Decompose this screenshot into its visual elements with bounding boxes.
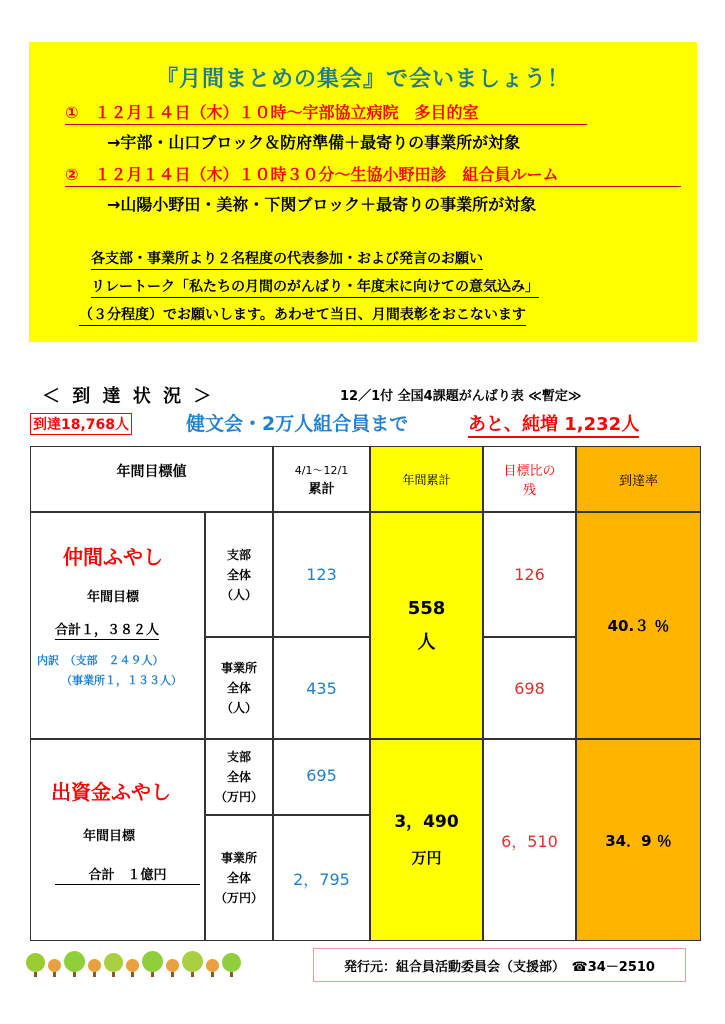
meeting-notice-box — [29, 42, 697, 342]
members-target-label: 年間目標 — [87, 590, 140, 605]
notice-title: 『月間まとめの集会』で会いましょう！ — [155, 67, 570, 92]
tree-icon — [64, 951, 85, 977]
members-target-total: 合計１，３８２人 — [55, 619, 159, 640]
capital-branch-value: 695 — [306, 766, 337, 785]
header-annual-total — [370, 446, 483, 512]
event-2-line: ② １２月１４日（木）１０時３０分～生協小野田診 組合員ルーム — [65, 162, 681, 187]
status-date-label: 12／1付 全国4課題がんばり表 ≪暫定≫ — [340, 389, 582, 404]
capital-target-total: 合計 １億円 — [55, 864, 200, 885]
members-annual-total-unit: 人 — [417, 631, 436, 653]
members-branch-label-cell — [205, 512, 273, 637]
capital-branch-label-cell — [205, 739, 273, 815]
publisher-box — [313, 948, 686, 982]
event-1-target: →宇部・山口ブロック＆防府準備＋最寄りの事業所が対象 — [107, 133, 521, 152]
members-branch-value: 123 — [306, 565, 337, 584]
note-line-2: リレートーク「私たちの月間のがんばり・年度末に向けての意気込み」 — [91, 276, 539, 298]
members-branch-remain: 126 — [514, 565, 545, 584]
capital-branch-line3: （万円） — [214, 790, 263, 804]
header-annual-target-label: 年間目標値 — [116, 464, 187, 480]
members-breakdown-office: （事業所１，１３３人） — [61, 674, 182, 687]
members-office-label-cell — [205, 637, 273, 739]
capital-office-line3: （万円） — [214, 891, 263, 905]
capital-remain-cell — [483, 739, 576, 941]
remaining-count: あと、純増 1,232人 — [468, 410, 639, 438]
members-title: 仲間ふやし — [63, 545, 163, 569]
members-office-value-cell — [273, 637, 370, 739]
capital-label-cell — [30, 739, 205, 941]
capital-branch-line1: 支部 — [226, 750, 251, 764]
reached-count-badge: 到達18,768人 — [30, 413, 132, 435]
members-rate-cell — [576, 512, 701, 739]
header-remaining-line1: 目標比の — [503, 464, 556, 479]
members-office-line3: （人） — [220, 701, 257, 715]
tree-icon — [142, 951, 163, 977]
header-cumulative-label: 累計 — [308, 481, 335, 497]
capital-rate: 34．9 ％ — [605, 831, 672, 850]
header-annual-target — [30, 446, 273, 512]
capital-branch-value-cell — [273, 739, 370, 815]
members-office-line1: 事業所 — [220, 661, 257, 675]
capital-branch-line2: 全体 — [226, 770, 251, 784]
members-office-remain: 698 — [514, 678, 545, 698]
members-branch-remain-cell — [483, 512, 576, 637]
note-line-3: （３分程度）でお願いします。あわせて当日、月間表彰をおこないます — [79, 304, 526, 326]
goal-text: 健文会・2万人組合員まで — [186, 413, 409, 435]
tree-icon — [26, 953, 45, 977]
status-table — [30, 446, 701, 941]
members-office-line2: 全体 — [226, 681, 251, 695]
tree-icon — [126, 959, 139, 977]
publisher-text: 発行元：組合員活動委員会（支援部） ☎34－2510 — [344, 959, 655, 975]
tree-icon — [166, 959, 179, 977]
capital-office-label-cell — [205, 815, 273, 941]
members-branch-value-cell — [273, 512, 370, 637]
capital-target-label: 年間目標 — [83, 829, 136, 844]
event-1-line: ① １２月１４日（木）１０時～宇部協立病院 多目的室 — [65, 100, 587, 125]
members-branch-line2: 全体 — [226, 567, 251, 582]
members-annual-total-cell — [370, 512, 483, 739]
note-line-1: 各支部・事業所より２名程度の代表参加・および発言のお願い — [91, 248, 483, 270]
tree-icon — [48, 959, 61, 977]
tree-icon — [104, 953, 123, 977]
capital-office-value-cell — [273, 815, 370, 941]
members-branch-line1: 支部 — [226, 547, 251, 562]
members-breakdown-branch: 内訳 （支部 ２４９人） — [37, 654, 164, 667]
tree-icon — [88, 959, 101, 977]
tree-decoration — [26, 951, 241, 977]
header-remaining — [483, 446, 576, 512]
capital-office-line1: 事業所 — [220, 851, 257, 865]
members-branch-line3: （人） — [220, 587, 257, 602]
capital-remain: 6，510 — [501, 831, 558, 851]
members-office-remain-cell — [483, 637, 576, 739]
capital-annual-total-value: 3，490 — [394, 812, 459, 832]
header-period: 4/1～12/1 — [294, 463, 349, 477]
members-rate: 40.３ ％ — [607, 617, 670, 635]
header-rate-label: 到達率 — [618, 473, 658, 489]
capital-annual-total-unit: 万円 — [411, 849, 442, 867]
capital-annual-total-cell — [370, 739, 483, 941]
capital-title: 出資金ふやし — [51, 780, 171, 804]
members-label-cell — [30, 512, 205, 739]
header-remaining-line2: 残 — [522, 483, 536, 498]
tree-icon — [206, 959, 219, 977]
header-rate — [576, 446, 701, 512]
members-office-value: 435 — [306, 678, 337, 698]
capital-office-line2: 全体 — [226, 871, 251, 885]
header-annual-total-label: 年間累計 — [402, 472, 451, 487]
capital-office-value: 2，795 — [293, 869, 350, 889]
status-heading: ＜ 到 達 状 況 ＞ — [42, 386, 215, 407]
header-cumulative — [273, 446, 370, 512]
tree-icon — [182, 951, 203, 977]
tree-icon — [222, 953, 241, 977]
members-annual-total-value: 558 — [407, 597, 446, 619]
event-2-target: →山陽小野田・美祢・下関ブロック＋最寄りの事業所が対象 — [107, 195, 537, 214]
capital-rate-cell — [576, 739, 701, 941]
